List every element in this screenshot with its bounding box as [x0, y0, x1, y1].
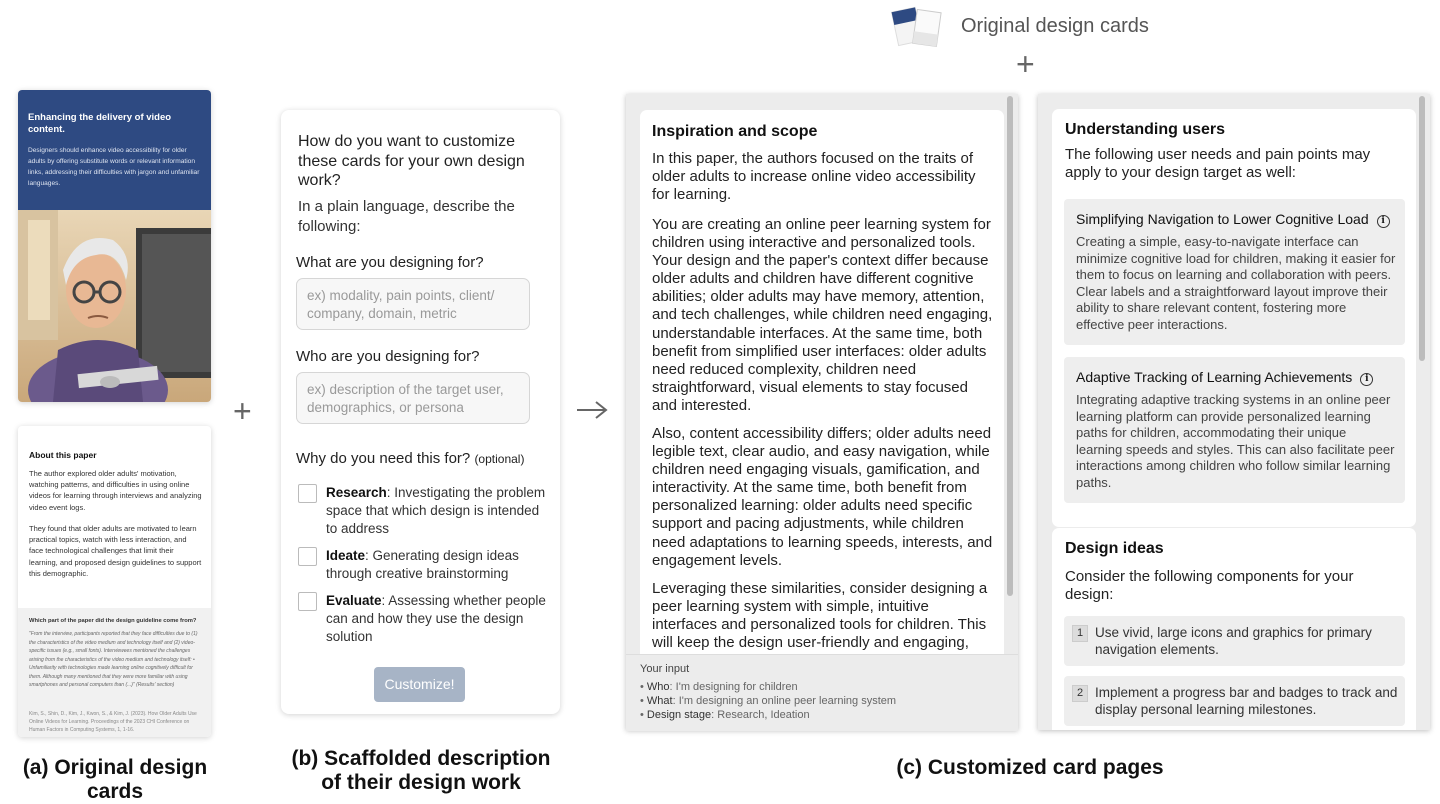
idea-number: 1: [1072, 625, 1088, 642]
users-heading: Understanding users: [1065, 121, 1226, 138]
evaluate-option: Evaluate: Assessing whether people can and how they use the design solution: [326, 593, 546, 644]
plus-icon: +: [1016, 46, 1035, 82]
card-back-quote: "From the interview, participants reported that they face difficulties due to (1) the characteristics of the video medium and technology itself and (2) video-specific issues (e.g., small fonts). Interviewees mentioned the challenges arising from the characteristics of the video medium and technology itself: • Unfamiliarity with technologies made learning online cognitively difficult for them. Although many mentioned that they were more familiar with using smartphones and personal computers than (...)" (Results' section): [29, 631, 198, 688]
who-input[interactable]: [296, 372, 530, 424]
older-adult-illustration: [18, 210, 211, 402]
user-need-card: [1064, 357, 1405, 503]
plus-icon: +: [233, 393, 252, 429]
ideas-heading: Design ideas: [1065, 540, 1164, 557]
what-label: What are you designing for?: [296, 254, 484, 271]
users-intro: The following user needs and pain points may apply to your design target as well:: [1065, 146, 1371, 182]
caption-a: (a) Original design cards: [22, 756, 208, 803]
idea-number: 2: [1072, 685, 1088, 702]
ideas-intro: Consider the following components for your design:: [1065, 568, 1354, 604]
card-back-paragraph: The author explored older adults' motivation, watching patterns, and difficulties in using online videos for learning through interviews and analyzing video event logs.: [29, 469, 202, 512]
inspiration-paragraph: Also, content accessibility differs; older adults need legible text, clear audio, and easy navigation, while children need engaging visuals, gamification, and interactivity. At the same time, both benefit from personalized learning: older adults need specific support and pacing adjustments, while children need adaptations to learning speeds, interests, and engagement levels.: [652, 425, 993, 569]
your-input-title: Your input: [640, 663, 690, 675]
research-checkbox[interactable]: [298, 484, 317, 503]
card-back-reference: Kim, S., Shin, D., Kim, J., Kwon, S., & Kim, J. (2023). How Older Adults Use Online Videos for Learning. Proceedings of the 2023 CHI Conference on Human Factors in Computing Systems, 1, 1-16.: [29, 711, 197, 733]
need-title: Simplifying Navigation to Lower Cognitive Load i: [1076, 211, 1390, 228]
original-cards-icon: [889, 5, 947, 49]
input-design-stage: • Design stage: Research, Ideation: [640, 709, 810, 721]
caption-c: (c) Customized card pages: [896, 756, 1164, 779]
ideate-option: Ideate: Generating design ideas through creative brainstorming: [326, 548, 519, 581]
input-who: • Who: I'm designing for children: [640, 681, 798, 693]
original-cards-label: Original design cards: [961, 15, 1149, 37]
scrollbar[interactable]: [1418, 96, 1426, 726]
scrollbar[interactable]: [1006, 96, 1014, 651]
inspiration-paragraph: Leveraging these similarities, consider designing a peer learning system with simple, intuitive interfaces and personalized tools for children. This will keep the design user-friendly and engaging,: [652, 580, 988, 652]
customized-page-left: [626, 94, 1018, 730]
research-option: Research: Investigating the problem space that which design is intended to address: [326, 485, 546, 536]
design-idea-item: [1064, 616, 1405, 666]
what-input[interactable]: [296, 278, 530, 330]
idea-text: Use vivid, large icons and graphics for primary navigation elements.: [1095, 625, 1372, 657]
why-optional: (optional): [474, 452, 525, 466]
arrow-right-icon: [576, 400, 608, 425]
card-title: Enhancing the delivery of video content.: [28, 112, 172, 135]
design-card-front: [18, 90, 211, 402]
info-icon[interactable]: i: [1377, 215, 1390, 228]
card-body: Designers should enhance video accessibility for older adults by offering substitute words or relevant information links, addressing their difficulties with jargon and unfamiliar languages.: [28, 147, 200, 187]
inspiration-card: [640, 110, 1004, 670]
need-body: Integrating adaptive tracking systems in an online peer learning platform can provide personalized learning paths for children, accommodating their unique learning speeds and styles. This can also facilitate peer interactions among children who follow similar learning paths.: [1076, 392, 1395, 490]
customize-button[interactable]: Customize!: [374, 667, 465, 702]
need-body: Creating a simple, easy-to-navigate interface can minimize cognitive load for children, making it easier for them to focus on learning and collaboration with peers. Clear labels and a straightforward layout improve their ability to share relevant content, fostering more effective peer interactions.: [1076, 234, 1396, 332]
ideate-checkbox[interactable]: [298, 547, 317, 566]
card-back-paragraph: They found that older adults are motivated to learn practical topics, watch with less interaction, and face technological challenges that limit their learning, and proposed design guidelines to support this demographic.: [29, 524, 202, 578]
caption-b-line1: (b) Scaffolded description: [291, 747, 551, 770]
form-instruction: In a plain language, describe the following:: [298, 198, 515, 235]
who-label: Who are you designing for?: [296, 348, 480, 365]
info-icon[interactable]: i: [1360, 373, 1373, 386]
idea-text: Implement a progress bar and badges to track and display personal learning milestones.: [1095, 685, 1398, 717]
customized-page-right: [1038, 94, 1430, 730]
inspiration-heading: Inspiration and scope: [652, 123, 818, 140]
need-title: Adaptive Tracking of Learning Achievements i: [1076, 369, 1373, 386]
form-question: How do you want to customize these cards for your own design work?: [298, 133, 525, 189]
user-need-card: [1064, 199, 1405, 345]
design-ideas-card: [1052, 528, 1416, 730]
understanding-users-card: [1052, 109, 1416, 527]
design-card-back: [18, 426, 211, 737]
scaffold-form: [281, 110, 560, 714]
input-what: • What: I'm designing an online peer learning system: [640, 695, 897, 707]
why-label: Why do you need this for? (optional): [296, 450, 525, 467]
caption-b-line2: of their design work: [321, 771, 521, 794]
your-input-section: [626, 654, 1018, 731]
card-back-question: Which part of the paper did the design guideline come from?: [29, 618, 197, 624]
inspiration-paragraph: In this paper, the authors focused on the traits of older adults to increase online video accessibility for learning.: [652, 150, 976, 204]
inspiration-paragraph: You are creating an online peer learning system for children using interactive and personalized tools. Your design and the paper's context differ because older adults and children have different cognitive abilities; older adults may have memory, attention, and tech challenges, while children need engaging, understandable interfaces. At the same time, both benefit from simplified user interfaces: older adults need reduced complexity, children need straightforward, visual elements to stay focused and interested.: [652, 216, 993, 414]
design-idea-item: [1064, 676, 1405, 726]
card-back-heading: About this paper: [29, 450, 97, 460]
who-placeholder: ex) description of the target user, demographics, or persona: [307, 382, 504, 415]
what-placeholder: ex) modality, pain points, client/ company, domain, metric: [307, 288, 495, 321]
evaluate-checkbox[interactable]: [298, 592, 317, 611]
